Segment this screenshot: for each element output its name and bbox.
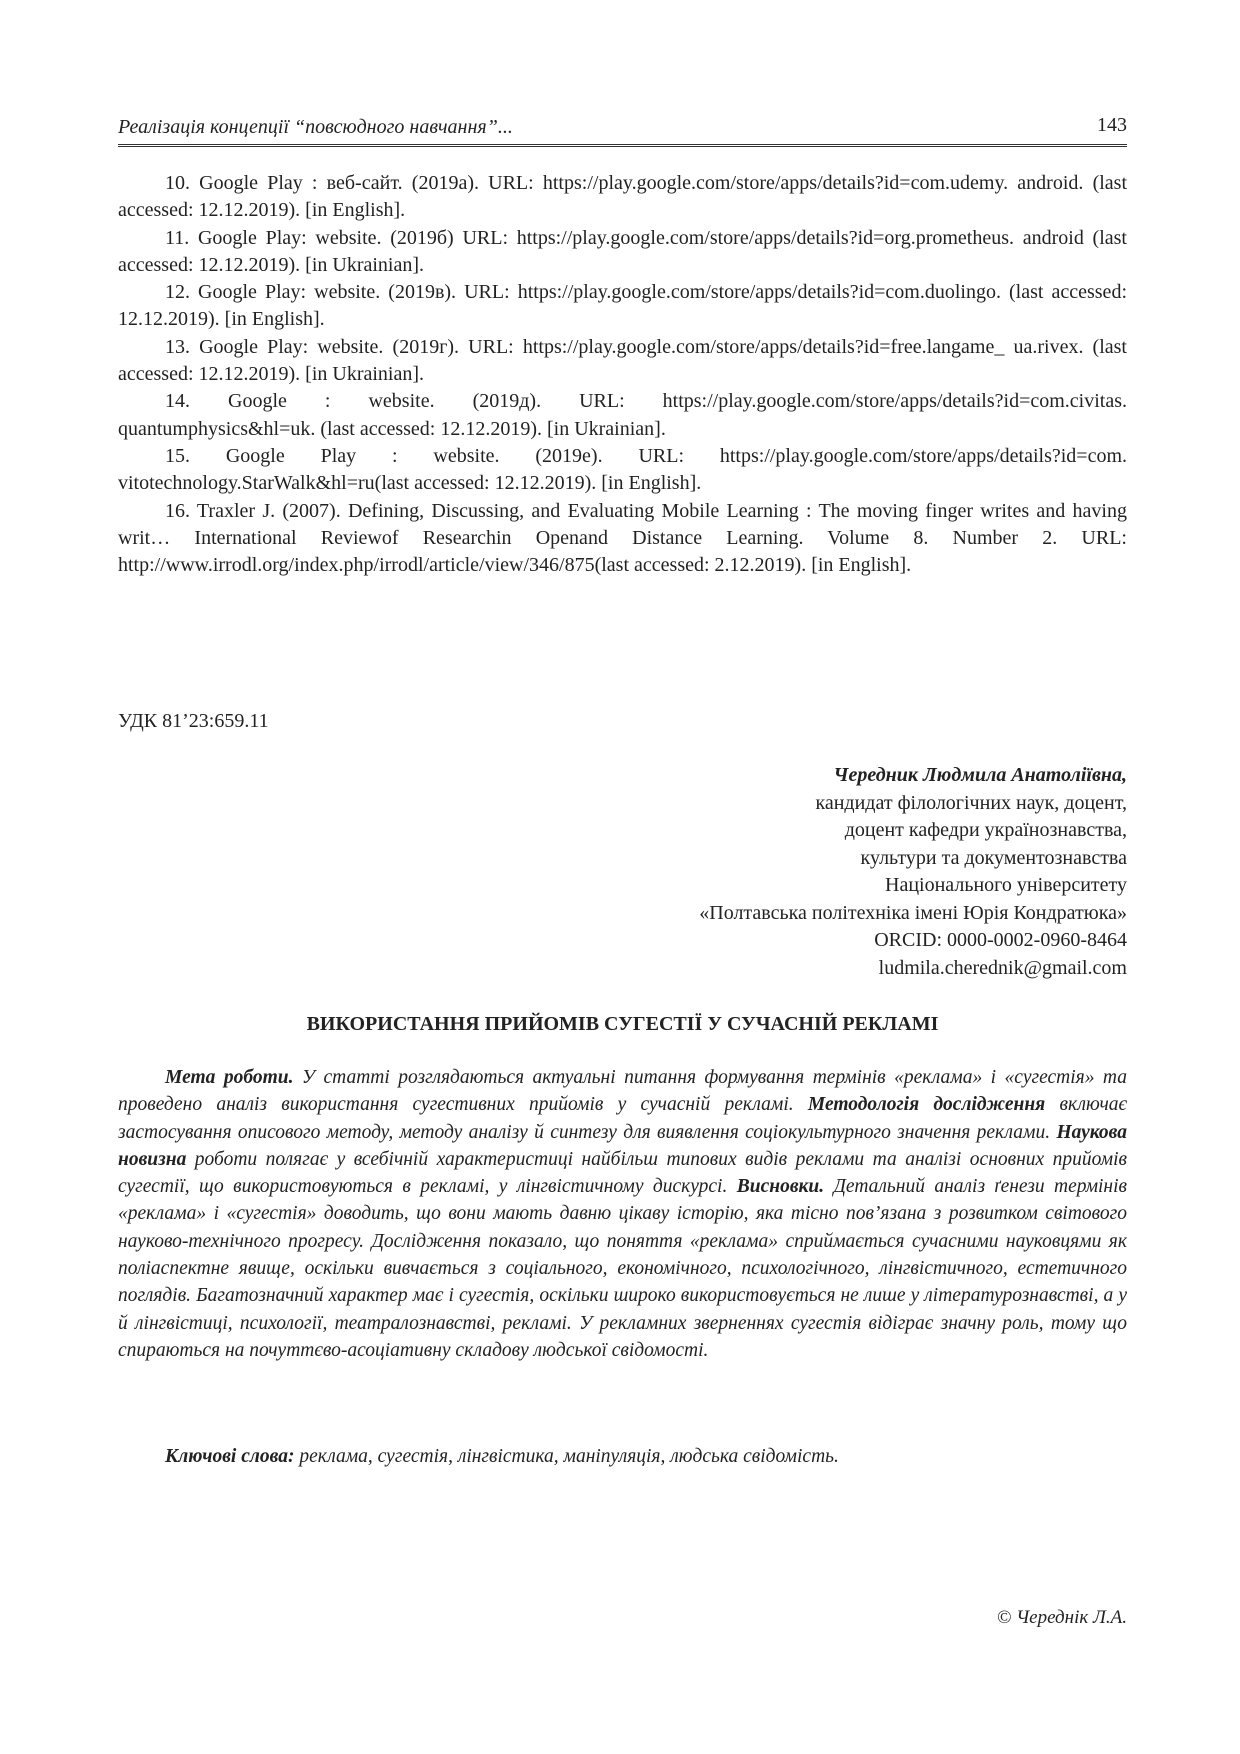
copyright: © Череднік Л.А. [996, 1607, 1127, 1628]
abstract-label-conclusions: Висновки. [736, 1176, 825, 1198]
keywords-text: реклама, сугестія, лінгвістика, маніпуляція, людська свідомість. [294, 1446, 839, 1467]
reference-item: 13. Google Play: website. (2019г). URL: https://play.google.com/store/apps/details?id=free.langame_ ua.rivex. (last accessed: 12.12.2019). [in Ukrainian]. [118, 335, 1127, 386]
running-title: Реалізація концепції “повсюдного навчання”... [118, 116, 513, 138]
author-line: кандидат філологічних наук, доцент, [815, 791, 1127, 814]
abstract-text: роботи полягає у всебічній характеристиці найбільш типових видів реклами та аналізі основних прийомів сугестії, що використовуються в рекламі, у лінгвістичному дискурсі. [118, 1148, 1127, 1198]
author-orcid: ORCID: 0000-0002-0960-8464 [874, 929, 1127, 951]
reference-item: 15. Google Play : website. (2019е). URL: https://play.google.com/store/apps/details?id=com. vitotechnology.StarWalk&hl=ru(last accessed: 12.12.2019). [in English]. [118, 444, 1127, 495]
abstract-label-methodology: Методологія дослідження [807, 1094, 1046, 1116]
abstract-text: Детальний аналіз ґенези термінів «реклама» і «сугестія» доводить, що вони мають давню цікаву історію, яка тісно пов’язана з розвитком світового науково-технічного прогресу. Дослідження показало, що поняття «реклама» сприймається сучасними науковцями як поліаспектне явище, оскільки вивчається з соціального, економічного, психологічного, лінгвістичного, естетичного поглядів. Багатозначний характер має і сугестія, оскільки широко використовується не лише у літературознавстві, а у й лінгвістиці, психології, театралознавстві, рекламі. У рекламних зверненнях сугестія відіграє значну роль, тому що спираються на почуттєво-асоціативну складову людської свідомості. [118, 1176, 1127, 1361]
abstract [118, 1064, 1127, 1364]
author-name: Чередник Людмила Анатоліївна, [833, 764, 1127, 786]
reference-item: 14. Google : website. (2019д). URL: https://play.google.com/store/apps/details?id=com.civitas. quantumphysics&hl=uk. (last accessed: 12.12.2019). [in Ukrainian]. [118, 390, 1127, 440]
article-title: ВИКОРИСТАННЯ ПРИЙОМІВ СУГЕСТІЇ У СУЧАСНІЙ РЕКЛАМІ [306, 1013, 939, 1035]
reference-item: 10. Google Play : веб-сайт. (2019а). URL: https://play.google.com/store/apps/details?id=com.udemy. android. (last accessed: 12.12.2019). [in English]. [118, 172, 1127, 222]
author-line: «Полтавська політехніка імені Юрія Кондратюка» [699, 901, 1127, 924]
abstract-label-novelty: Наукова новизна [118, 1121, 1127, 1170]
author-line: доцент кафедри українознавства, [844, 819, 1127, 841]
abstract-text: включає застосування описового методу, методу аналізу й синтезу для виявлення соціокультурного значення реклами. [118, 1094, 1128, 1143]
reference-list [118, 170, 1127, 579]
abstract-text: У статті розглядаються актуальні питання формування термінів «реклама» і «сугестія» та проведено аналіз використання сугестивних прийомів у сучасній рекламі. [118, 1067, 1127, 1116]
author-line: культури та документознавства [860, 846, 1127, 869]
abstract-label-aim: Мета роботи. [165, 1067, 294, 1088]
author-email: ludmila.cherednik@gmail.com [878, 956, 1127, 979]
reference-item: 16. Traxler J. (2007). Defining, Discussing, and Evaluating Mobile Learning : The moving finger writes and having writ… International Reviewof Researchin Openand Distance Learning. Volume 8. Number 2. URL: http://www.irrodl.org/index.php/irrodl/article/view/346/875(last accessed: 2.12.2019). [in English]. [118, 499, 1127, 577]
reference-item: 12. Google Play: website. (2019в). URL: https://play.google.com/store/apps/details?id=com.duolingo. (last accessed: 12.12.2019). [in English]. [118, 281, 1127, 331]
udk-code: УДК 81’23:659.11 [118, 710, 269, 732]
reference-item: 11. Google Play: website. (2019б) URL: https://play.google.com/store/apps/details?id=org.prometheus. android (last accessed: 12.12.2019). [in Ukrainian]. [118, 226, 1127, 276]
author-block [699, 762, 1127, 982]
running-header [118, 114, 1127, 147]
author-line: Національного університету [885, 874, 1127, 896]
keywords [118, 1446, 1127, 1468]
keywords-label: Ключові слова: [165, 1446, 295, 1467]
page-number: 143 [1097, 114, 1127, 136]
